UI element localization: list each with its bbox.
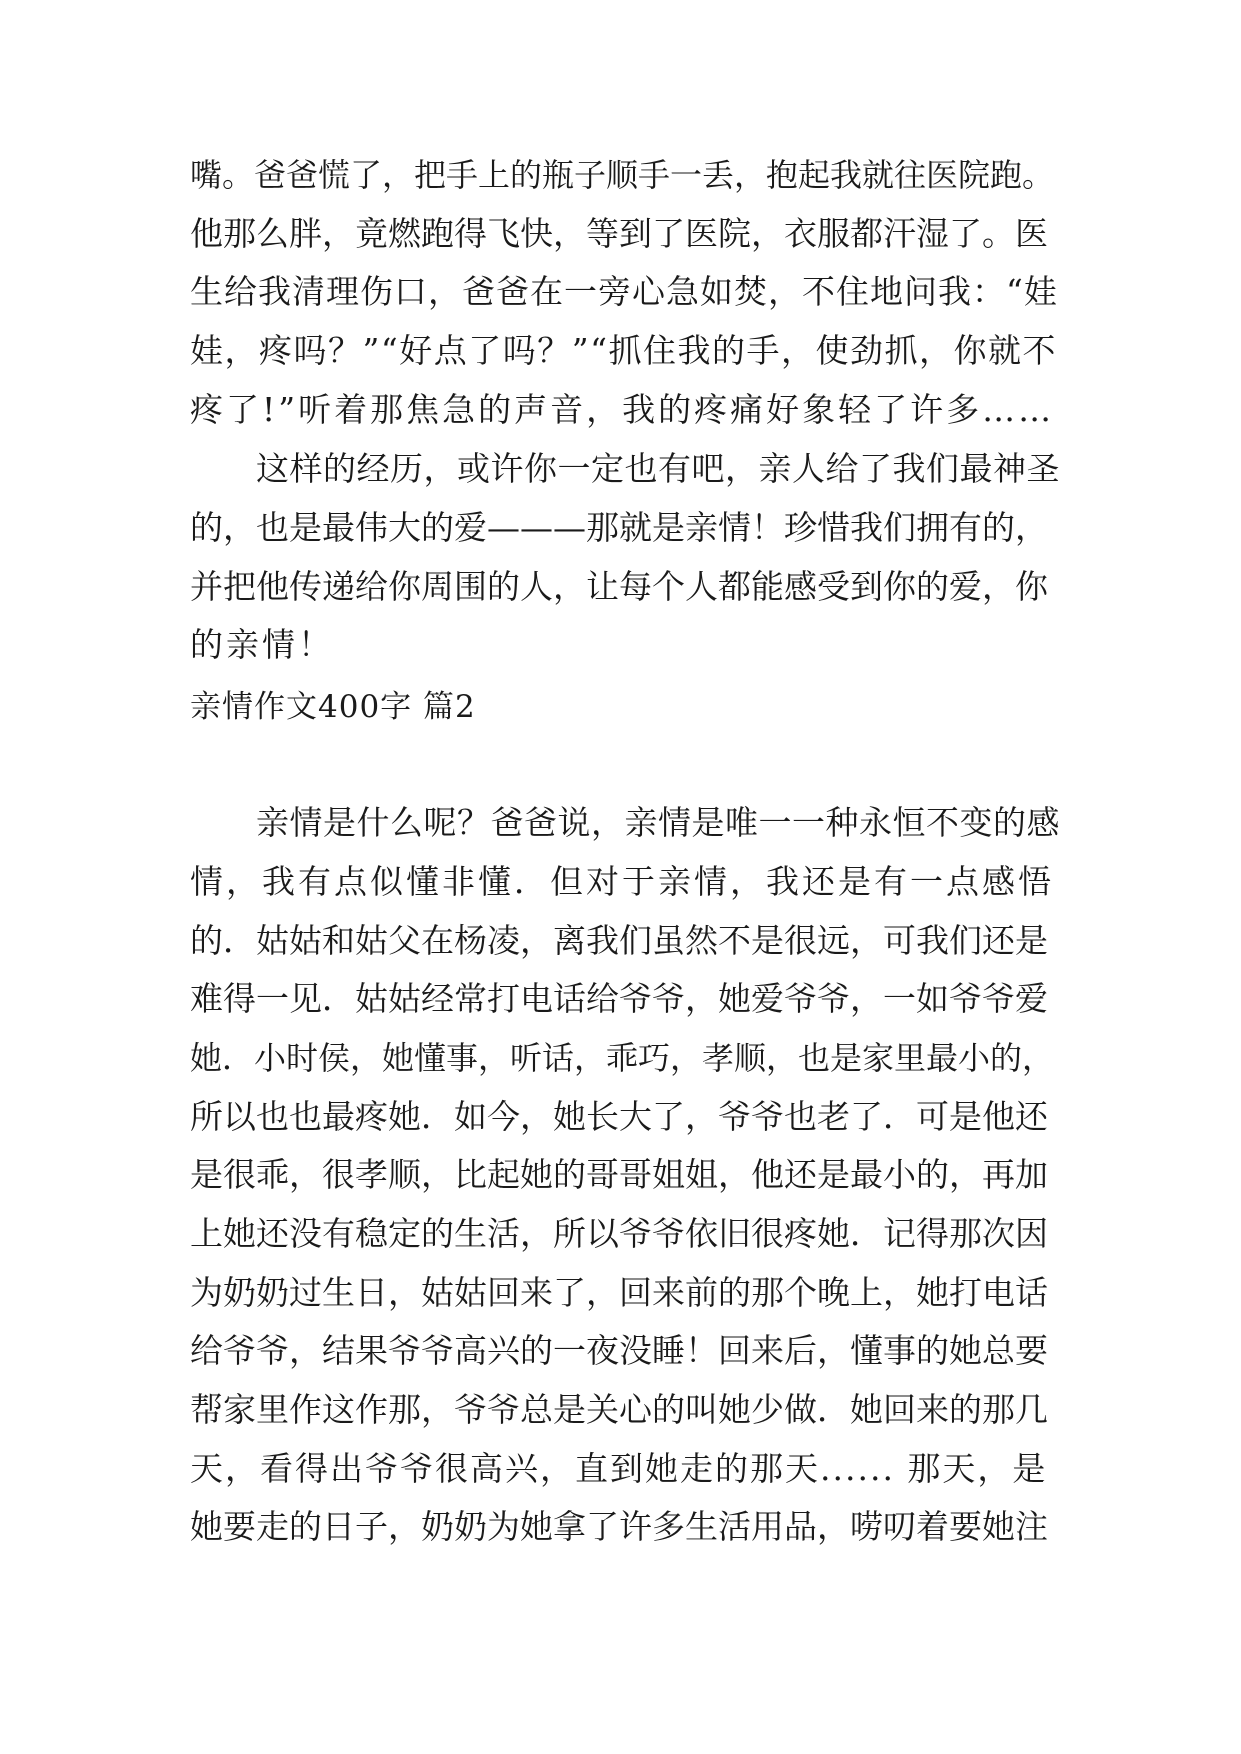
paragraph-first-line: 这样的经历，或许你一定也有吧，亲人给了我们最神圣 [256,449,1060,488]
text-line: 嘴。爸爸慌了，把手上的瓶子顺手一丢，抱起我就往医院跑。 [190,156,1055,194]
text-line: 的．姑姑和姑父在杨凌，离我们虽然不是很远，可我们还是 [190,921,1048,960]
text-line: 她要走的日子，奶奶为她拿了许多生活用品，唠叨着要她注 [190,1507,1048,1546]
text-line: 的，也是最伟大的爱———那就是亲情！珍惜我们拥有的， [190,508,1048,547]
paragraph-first-line: 亲情是什么呢？爸爸说，亲情是唯一一种永恒不变的感 [256,803,1060,842]
text-line: 天，看得出爷爷很高兴，直到她走的那天...... 那天，是 [190,1449,1048,1488]
text-line: 他那么胖，竟燃跑得飞快，等到了医院，衣服都汗湿了。医 [190,214,1048,253]
text-line: 为奶奶过生日，姑姑回来了，回来前的那个晚上，她打电话 [190,1273,1048,1312]
text-line: 疼了!”听着那焦急的声音，我的疼痛好象轻了许多…… [190,390,1055,429]
text-line: 帮家里作这作那，爷爷总是关心的叫她少做．她回来的那几 [190,1390,1048,1429]
section-heading: 亲情作文400字 篇2 [190,689,476,725]
text-line: 给爷爷，结果爷爷高兴的一夜没睡！回来后，懂事的她总要 [190,1331,1048,1370]
text-line: 生给我清理伤口，爸爸在一旁心急如焚，不住地问我：“娃 [190,272,1058,311]
text-line: 所以也也最疼她．如今，她长大了，爷爷也老了．可是他还 [190,1097,1048,1136]
text-line: 的亲情！ [190,625,334,664]
text-line: 她．小时侯，她懂事，听话，乖巧，孝顺，也是家里最小的， [190,1039,1055,1077]
text-line: 难得一见．姑姑经常打电话给爷爷，她爱爷爷，一如爷爷爱 [190,979,1048,1018]
text-line: 娃，疼吗？”“好点了吗？”“抓住我的手，使劲抓，你就不 [190,331,1057,370]
text-line: 是很乖，很孝顺，比起她的哥哥姐姐，他还是最小的，再加 [190,1155,1048,1194]
text-line: 并把他传递给你周围的人，让每个人都能感受到你的爱，你 [190,567,1048,606]
text-line: 情，我有点似懂非懂．但对于亲情，我还是有一点感悟 [190,862,1054,901]
text-line: 上她还没有稳定的生活，所以爷爷依旧很疼她．记得那次因 [190,1214,1048,1253]
